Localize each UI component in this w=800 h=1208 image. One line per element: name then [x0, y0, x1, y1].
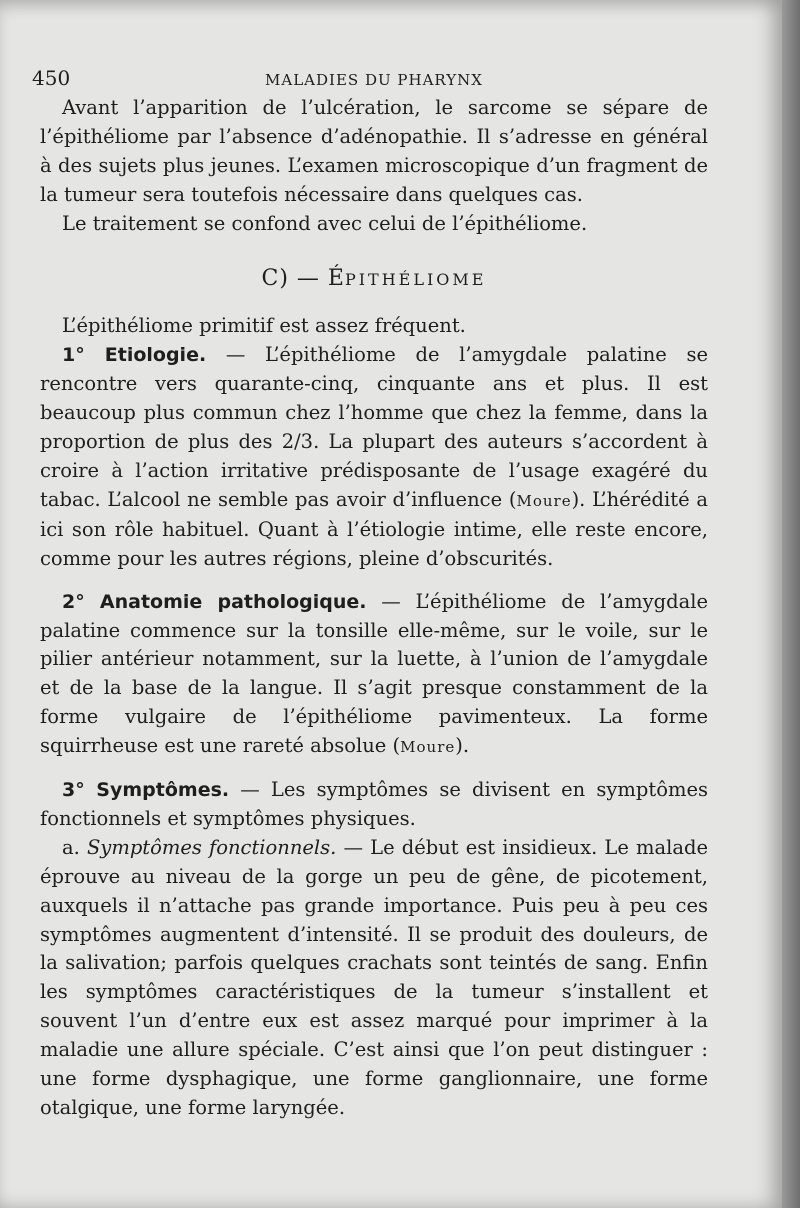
treatment-paragraph: Le traitement se confond avec celui de l’épithéliome.: [62, 211, 588, 235]
etiologie-text-before: — L’épithéliome de l’amygdale palatine se rencontre vers quarante-cinq, cinquante ans et plus. Il est beaucoup plus commun chez l’homme que chez la femme, dans la proportion de plus des 2/3. La plupart des auteurs s’accordent à croire à l’action irritative prédisposante de l’usage exagéré du tabac. L’alcool ne semble pas avoir d’influence (: [40, 343, 709, 511]
fonctionnels-label: a.: [62, 835, 87, 859]
symptomes-paragraph: [40, 776, 708, 834]
fonctionnels-italic: Symptômes fonctionnels.: [86, 835, 337, 859]
section-title-rest: PITHÉLIOME: [344, 269, 487, 289]
page-number: 450: [32, 66, 71, 90]
symptomes-text: — Les symptômes se divisent en symptômes fonctionnels et symptômes physiques.: [40, 778, 708, 830]
fonctionnels-text: — Le début est insidieux. Le malade éprouve au niveau de la gorge un peu de gêne, de picotement, auxquels il n’attache pas grande importance. Puis peu à peu ces symptômes augmentent d’intensité. Il se produit des douleurs, de la salivation; parfois quelques crachats sont teintés de sang. Enfin les symptômes caractéristiques de la tumeur s’installent et souvent l’un d’entre eux est assez marqué pour imprimer à la maladie une allure spéciale. C’est ainsi que l’on peut distinguer : une forme dysphagique, une forme ganglionnaire, une forme otalgique, une forme laryngée.: [40, 835, 709, 1119]
anatomie-text-after: ).: [455, 734, 470, 758]
section-title: [40, 265, 708, 295]
anatomie-paragraph: [40, 588, 708, 762]
frequency-paragraph: L’épithéliome primitif est assez fréquent.: [62, 314, 466, 338]
etiologie-text-after: ). L’hérédité a ici son rôle habituel. Quant à l’étiologie intime, elle reste encore, comme pour les autres régions, pleine d’obscurités.: [40, 487, 709, 570]
page-header: [32, 58, 708, 94]
intro-paragraph: Avant l’apparition de l’ulcération, le sarcome se sépare de l’épithéliome par l’absence d’adénopathie. Il s’adresse en général à des sujets plus jeunes. L’examen microscopique d’un fragment de la tumeur sera toutefois nécessaire dans quelques cas.: [40, 96, 708, 206]
section-title-prefix: C) — É: [261, 265, 345, 291]
fonctionnels-paragraph: [40, 834, 708, 1123]
anatomie-text-before: — L’épithéliome de l’amygdale palatine commence sur la tonsille elle-même, sur le voile, sur le pilier antérieur notamment, sur la luette, à l’union de l’amygdale et de la base de la langue. Il s’agit presque constamment de la forme vulgaire de l’épithéliome pavimenteux. La forme squirrheuse est une rareté absolue (: [40, 589, 708, 758]
etiologie-author: Moure: [516, 491, 572, 510]
etiologie-paragraph: [40, 341, 708, 573]
symptomes-heading: 3° Symptômes.: [62, 779, 230, 802]
etiologie-heading: 1° Etiologie.: [62, 344, 207, 367]
page-edge-shadow: [782, 0, 800, 1208]
running-title: MALADIES DU PHARYNX: [265, 71, 483, 89]
page-text: [32, 58, 709, 1123]
anatomie-heading: 2° Anatomie pathologique.: [62, 590, 367, 613]
anatomie-author: Moure: [400, 738, 456, 757]
